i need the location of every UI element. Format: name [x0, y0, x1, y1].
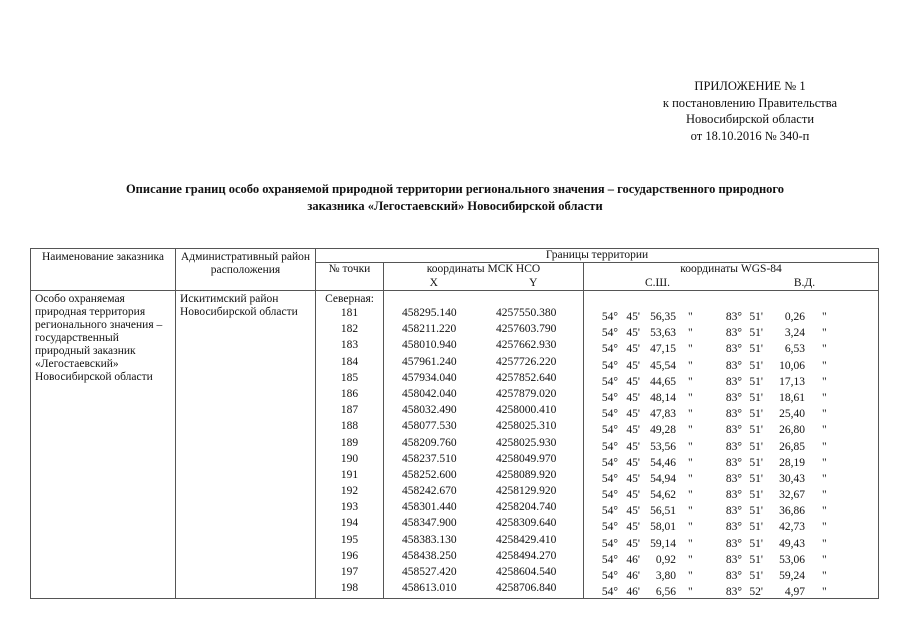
point-number: 198 — [340, 582, 359, 595]
header-msk-y: Y — [529, 276, 538, 289]
lon-degrees: 83° — [725, 472, 742, 485]
boundaries-table — [30, 248, 879, 599]
point-number: 194 — [340, 517, 359, 530]
appendix-resolution: к постановлению Правительства — [662, 95, 838, 110]
wgs-row — [584, 586, 878, 602]
msk-x-value: 458295.140 — [402, 307, 457, 319]
lon-seconds-mark: " — [822, 327, 827, 340]
point-number: 191 — [340, 468, 359, 481]
lon-seconds: 0,26 — [784, 311, 805, 323]
msk-x-value: 458527.420 — [402, 566, 457, 578]
lat-seconds-mark: " — [688, 327, 693, 340]
wgs-row — [584, 538, 878, 554]
header-district: Административный район расположения — [176, 249, 316, 291]
msk-y-value: 4258089.920 — [496, 468, 557, 481]
lon-degrees: 83° — [725, 586, 742, 599]
lat-degrees: 54° — [601, 311, 618, 323]
lon-minutes: 51' — [749, 553, 763, 566]
lon-seconds-mark: " — [822, 456, 827, 469]
msk-y-value: 4258706.840 — [496, 582, 557, 595]
header-msk-x: X — [429, 276, 438, 289]
msk-x-value: 458077.530 — [402, 420, 457, 433]
lon-degrees: 83° — [725, 343, 742, 356]
lon-seconds-mark: " — [822, 391, 827, 404]
msk-row — [384, 534, 583, 550]
msk-row — [384, 501, 583, 517]
msk-x-value: 457961.240 — [402, 355, 457, 368]
lon-seconds-mark: " — [822, 311, 827, 323]
lon-minutes: 51' — [749, 408, 763, 421]
lon-minutes: 51' — [749, 489, 763, 502]
point-number: 183 — [340, 339, 359, 352]
msk-x-value: 458042.040 — [402, 387, 457, 400]
lon-seconds-mark: " — [822, 440, 827, 453]
msk-row — [384, 307, 583, 323]
lon-seconds: 49,43 — [779, 537, 805, 550]
lat-seconds-mark: " — [688, 472, 693, 485]
lon-minutes: 51' — [749, 311, 763, 323]
lon-minutes: 51' — [749, 375, 763, 388]
lat-seconds: 3,80 — [655, 570, 676, 582]
msk-y-value: 4258000.410 — [496, 404, 557, 417]
title-line-2: заказника «Легостаевский» Новосибирской области — [307, 198, 603, 213]
header-wgs-axes — [584, 277, 879, 291]
lat-minutes: 45' — [626, 440, 640, 453]
msk-y-value: 4258494.270 — [496, 549, 557, 562]
lat-minutes: 45' — [626, 521, 640, 534]
lat-minutes: 45' — [626, 505, 640, 518]
lon-seconds-mark: " — [822, 408, 827, 421]
lat-seconds-mark: " — [688, 343, 693, 356]
lat-seconds: 49,28 — [650, 424, 676, 437]
lat-seconds-mark: " — [688, 375, 693, 388]
lat-degrees: 54° — [601, 537, 618, 550]
lon-degrees: 83° — [725, 327, 742, 340]
lat-seconds: 54,46 — [650, 456, 676, 469]
lon-seconds-mark: " — [822, 424, 827, 437]
lat-degrees: 54° — [601, 375, 618, 388]
wgs-row — [584, 311, 878, 327]
lat-seconds: 6,56 — [655, 586, 676, 599]
lat-degrees: 54° — [601, 327, 618, 340]
lat-seconds-mark: " — [688, 537, 693, 550]
lat-degrees: 54° — [601, 391, 618, 404]
wgs-row — [584, 392, 878, 408]
wgs-row — [584, 473, 878, 489]
lat-minutes: 45' — [626, 408, 640, 421]
msk-y-value: 4258309.640 — [496, 517, 557, 530]
lat-degrees: 54° — [601, 586, 618, 599]
document-title — [20, 181, 890, 214]
lon-degrees: 83° — [725, 375, 742, 388]
lat-seconds-mark: " — [688, 391, 693, 404]
lon-degrees: 83° — [725, 456, 742, 469]
point-number: 190 — [340, 452, 359, 465]
msk-row — [384, 356, 583, 372]
lon-minutes: 51' — [749, 570, 763, 582]
lon-seconds: 26,85 — [779, 440, 805, 453]
point-number: 196 — [340, 549, 359, 562]
lon-seconds-mark: " — [822, 489, 827, 502]
lat-seconds-mark: " — [688, 408, 693, 421]
district-cell: Искитимский район Новосибирской области — [176, 291, 316, 599]
section-label: Северная: — [325, 293, 374, 305]
reserve-name-cell: Особо охраняемая природная территория регионального значения – государственный природный заказник «Легостаевский» Новосибирской области — [31, 291, 176, 599]
title-line-1: Описание границ особо охраняемой природной территории регионального значения – государственного природного — [125, 182, 785, 196]
wgs-row — [584, 521, 878, 537]
point-number: 185 — [340, 371, 359, 384]
msk-y-value: 4258204.740 — [496, 501, 557, 514]
wgs-row — [584, 424, 878, 440]
lon-minutes: 51' — [749, 472, 763, 485]
lat-minutes: 45' — [626, 537, 640, 550]
lon-minutes: 51' — [749, 327, 763, 340]
lat-seconds: 47,15 — [650, 343, 676, 356]
lon-seconds: 18,61 — [779, 391, 805, 404]
msk-y-value: 4258604.540 — [496, 566, 557, 578]
lon-seconds: 59,24 — [779, 570, 805, 582]
point-number-column — [316, 291, 384, 599]
lon-minutes: 51' — [749, 456, 763, 469]
header-msk: координаты МСК НСО — [384, 263, 584, 277]
lat-minutes: 45' — [626, 311, 640, 323]
lat-minutes: 45' — [626, 375, 640, 388]
msk-y-value: 4258049.970 — [496, 452, 557, 465]
lat-seconds: 48,14 — [650, 391, 676, 404]
lon-seconds: 17,13 — [779, 375, 805, 388]
lon-seconds: 26,80 — [779, 424, 805, 437]
lat-seconds-mark: " — [688, 440, 693, 453]
wgs-row — [584, 441, 878, 457]
lat-seconds-mark: " — [688, 521, 693, 534]
lon-minutes: 52' — [749, 586, 763, 599]
lat-minutes: 45' — [626, 343, 640, 356]
lat-minutes: 45' — [626, 327, 640, 340]
lon-seconds-mark: " — [822, 472, 827, 485]
lat-minutes: 45' — [626, 391, 640, 404]
lon-minutes: 51' — [749, 537, 763, 550]
lon-degrees: 83° — [725, 440, 742, 453]
msk-row — [384, 453, 583, 469]
lon-degrees: 83° — [725, 553, 742, 566]
lon-seconds: 32,67 — [779, 489, 805, 502]
lat-minutes: 45' — [626, 489, 640, 502]
lat-seconds: 54,62 — [650, 489, 676, 502]
lat-degrees: 54° — [601, 456, 618, 469]
point-number: 189 — [340, 436, 359, 449]
lon-seconds: 6,53 — [784, 343, 805, 356]
wgs-row — [584, 457, 878, 473]
msk-row — [384, 388, 583, 404]
point-number: 181 — [340, 307, 359, 319]
header-point-no: № точки — [316, 263, 384, 291]
lon-seconds-mark: " — [822, 521, 827, 534]
lon-seconds-mark: " — [822, 343, 827, 356]
lon-minutes: 51' — [749, 359, 763, 372]
wgs-row — [584, 408, 878, 424]
lat-seconds: 53,63 — [650, 327, 676, 340]
lat-seconds: 54,94 — [650, 472, 676, 485]
lat-seconds: 59,14 — [650, 537, 676, 550]
msk-row — [384, 550, 583, 566]
lat-seconds-mark: " — [688, 553, 693, 566]
lon-degrees: 83° — [725, 359, 742, 372]
header-wgs-e: В.Д. — [793, 276, 816, 289]
lon-minutes: 51' — [749, 424, 763, 437]
lon-seconds: 28,19 — [779, 456, 805, 469]
lat-seconds: 58,01 — [650, 521, 676, 534]
lat-degrees: 54° — [601, 440, 618, 453]
lat-seconds: 0,92 — [655, 553, 676, 566]
lon-seconds: 3,24 — [784, 327, 805, 340]
point-number: 192 — [340, 485, 359, 498]
lat-degrees: 54° — [601, 489, 618, 502]
lon-degrees: 83° — [725, 537, 742, 550]
lon-seconds-mark: " — [822, 586, 827, 599]
lat-minutes: 46' — [626, 586, 640, 599]
lat-seconds-mark: " — [688, 505, 693, 518]
point-number: 197 — [340, 566, 359, 578]
lat-degrees: 54° — [601, 359, 618, 372]
point-number: 182 — [340, 323, 359, 336]
appendix-header — [610, 78, 890, 144]
msk-row — [384, 404, 583, 420]
lat-minutes: 46' — [626, 553, 640, 566]
point-number: 188 — [340, 420, 359, 433]
msk-y-value: 4258025.930 — [496, 436, 557, 449]
lat-seconds: 45,54 — [650, 359, 676, 372]
lat-seconds: 44,65 — [650, 375, 676, 388]
wgs-row — [584, 554, 878, 570]
wgs-row — [584, 327, 878, 343]
lat-minutes: 45' — [626, 424, 640, 437]
msk-x-value: 458010.940 — [402, 339, 457, 352]
lat-minutes: 45' — [626, 456, 640, 469]
msk-y-value: 4257726.220 — [496, 355, 557, 368]
wgs-row — [584, 489, 878, 505]
wgs-row — [584, 376, 878, 392]
lat-seconds: 56,51 — [650, 505, 676, 518]
lat-seconds-mark: " — [688, 424, 693, 437]
header-wgs-n: С.Ш. — [644, 276, 671, 289]
lon-seconds: 53,06 — [779, 553, 805, 566]
lon-seconds: 30,43 — [779, 472, 805, 485]
wgs-coordinates-column — [584, 291, 879, 599]
wgs-row — [584, 505, 878, 521]
msk-y-value: 4258025.310 — [496, 420, 557, 433]
lon-degrees: 83° — [725, 521, 742, 534]
lat-minutes: 45' — [626, 472, 640, 485]
lat-seconds-mark: " — [688, 359, 693, 372]
point-number: 186 — [340, 387, 359, 400]
msk-x-value: 458438.250 — [402, 549, 457, 562]
lat-seconds-mark: " — [688, 586, 693, 599]
msk-x-value: 458032.490 — [402, 404, 457, 417]
msk-x-value: 458242.670 — [402, 485, 457, 498]
lon-seconds: 42,73 — [779, 521, 805, 534]
lon-minutes: 51' — [749, 521, 763, 534]
msk-x-value: 458252.600 — [402, 468, 457, 481]
lon-seconds-mark: " — [822, 537, 827, 550]
lat-degrees: 54° — [601, 553, 618, 566]
lon-seconds-mark: " — [822, 359, 827, 372]
lat-seconds: 47,83 — [650, 408, 676, 421]
msk-row — [384, 437, 583, 453]
lat-degrees: 54° — [601, 343, 618, 356]
lon-minutes: 51' — [749, 343, 763, 356]
header-name: Наименование заказника — [31, 249, 176, 291]
lon-seconds-mark: " — [822, 570, 827, 582]
msk-row — [384, 323, 583, 339]
msk-x-value: 458209.760 — [402, 436, 457, 449]
appendix-region: Новосибирской области — [685, 112, 815, 126]
wgs-row — [584, 360, 878, 376]
msk-row — [384, 517, 583, 533]
header-boundaries: Границы территории — [316, 249, 879, 263]
lat-degrees: 54° — [601, 472, 618, 485]
lon-seconds: 25,40 — [779, 408, 805, 421]
lat-seconds: 53,56 — [650, 440, 676, 453]
msk-row — [384, 582, 583, 598]
lon-seconds-mark: " — [822, 375, 827, 388]
msk-coordinates-column — [384, 291, 584, 599]
header-wgs: координаты WGS-84 — [584, 263, 879, 277]
msk-y-value: 4257662.930 — [496, 339, 557, 352]
point-number: 193 — [340, 501, 359, 514]
lat-minutes: 46' — [626, 570, 640, 582]
lat-degrees: 54° — [601, 521, 618, 534]
lon-degrees: 83° — [725, 489, 742, 502]
msk-row — [384, 420, 583, 436]
appendix-number: ПРИЛОЖЕНИЕ № 1 — [694, 79, 806, 93]
msk-y-value: 4257550.380 — [496, 307, 557, 319]
msk-x-value: 457934.040 — [402, 371, 457, 384]
lat-minutes: 45' — [626, 359, 640, 372]
msk-row — [384, 469, 583, 485]
lon-degrees: 83° — [725, 505, 742, 518]
msk-x-value: 458613.010 — [402, 582, 457, 595]
lon-degrees: 83° — [725, 424, 742, 437]
point-number: 187 — [340, 404, 359, 417]
msk-y-value: 4257852.640 — [496, 371, 557, 384]
lon-minutes: 51' — [749, 505, 763, 518]
lon-seconds-mark: " — [822, 553, 827, 566]
msk-row — [384, 485, 583, 501]
lat-degrees: 54° — [601, 408, 618, 421]
msk-x-value: 458383.130 — [402, 533, 457, 546]
lat-seconds-mark: " — [688, 489, 693, 502]
lat-degrees: 54° — [601, 505, 618, 518]
msk-x-value: 458301.440 — [402, 501, 457, 514]
lon-degrees: 83° — [725, 391, 742, 404]
msk-x-value: 458347.900 — [402, 517, 457, 530]
lat-seconds-mark: " — [688, 570, 693, 582]
lon-seconds: 36,86 — [779, 505, 805, 518]
msk-y-value: 4257603.790 — [496, 323, 557, 336]
wgs-row — [584, 570, 878, 586]
lat-seconds: 56,35 — [650, 311, 676, 323]
lat-degrees: 54° — [601, 424, 618, 437]
lat-seconds-mark: " — [688, 456, 693, 469]
lat-degrees: 54° — [601, 570, 618, 582]
lat-seconds-mark: " — [688, 311, 693, 323]
lon-seconds-mark: " — [822, 505, 827, 518]
msk-x-value: 458211.220 — [402, 323, 457, 336]
lon-seconds: 4,97 — [784, 586, 805, 599]
lon-degrees: 83° — [725, 570, 742, 582]
msk-row — [384, 372, 583, 388]
point-number: 195 — [340, 533, 359, 546]
msk-y-value: 4257879.020 — [496, 387, 557, 400]
lon-minutes: 51' — [749, 440, 763, 453]
msk-row — [384, 339, 583, 355]
wgs-row — [584, 343, 878, 359]
header-msk-axes — [384, 277, 584, 291]
msk-x-value: 458237.510 — [402, 452, 457, 465]
msk-row — [384, 566, 583, 582]
msk-y-value: 4258429.410 — [496, 533, 557, 546]
lon-minutes: 51' — [749, 391, 763, 404]
point-number: 184 — [340, 355, 359, 368]
lon-degrees: 83° — [725, 311, 742, 323]
msk-y-value: 4258129.920 — [496, 485, 557, 498]
lon-seconds: 10,06 — [779, 359, 805, 372]
appendix-date: от 18.10.2016 № 340-п — [690, 128, 810, 143]
lon-degrees: 83° — [725, 408, 742, 421]
